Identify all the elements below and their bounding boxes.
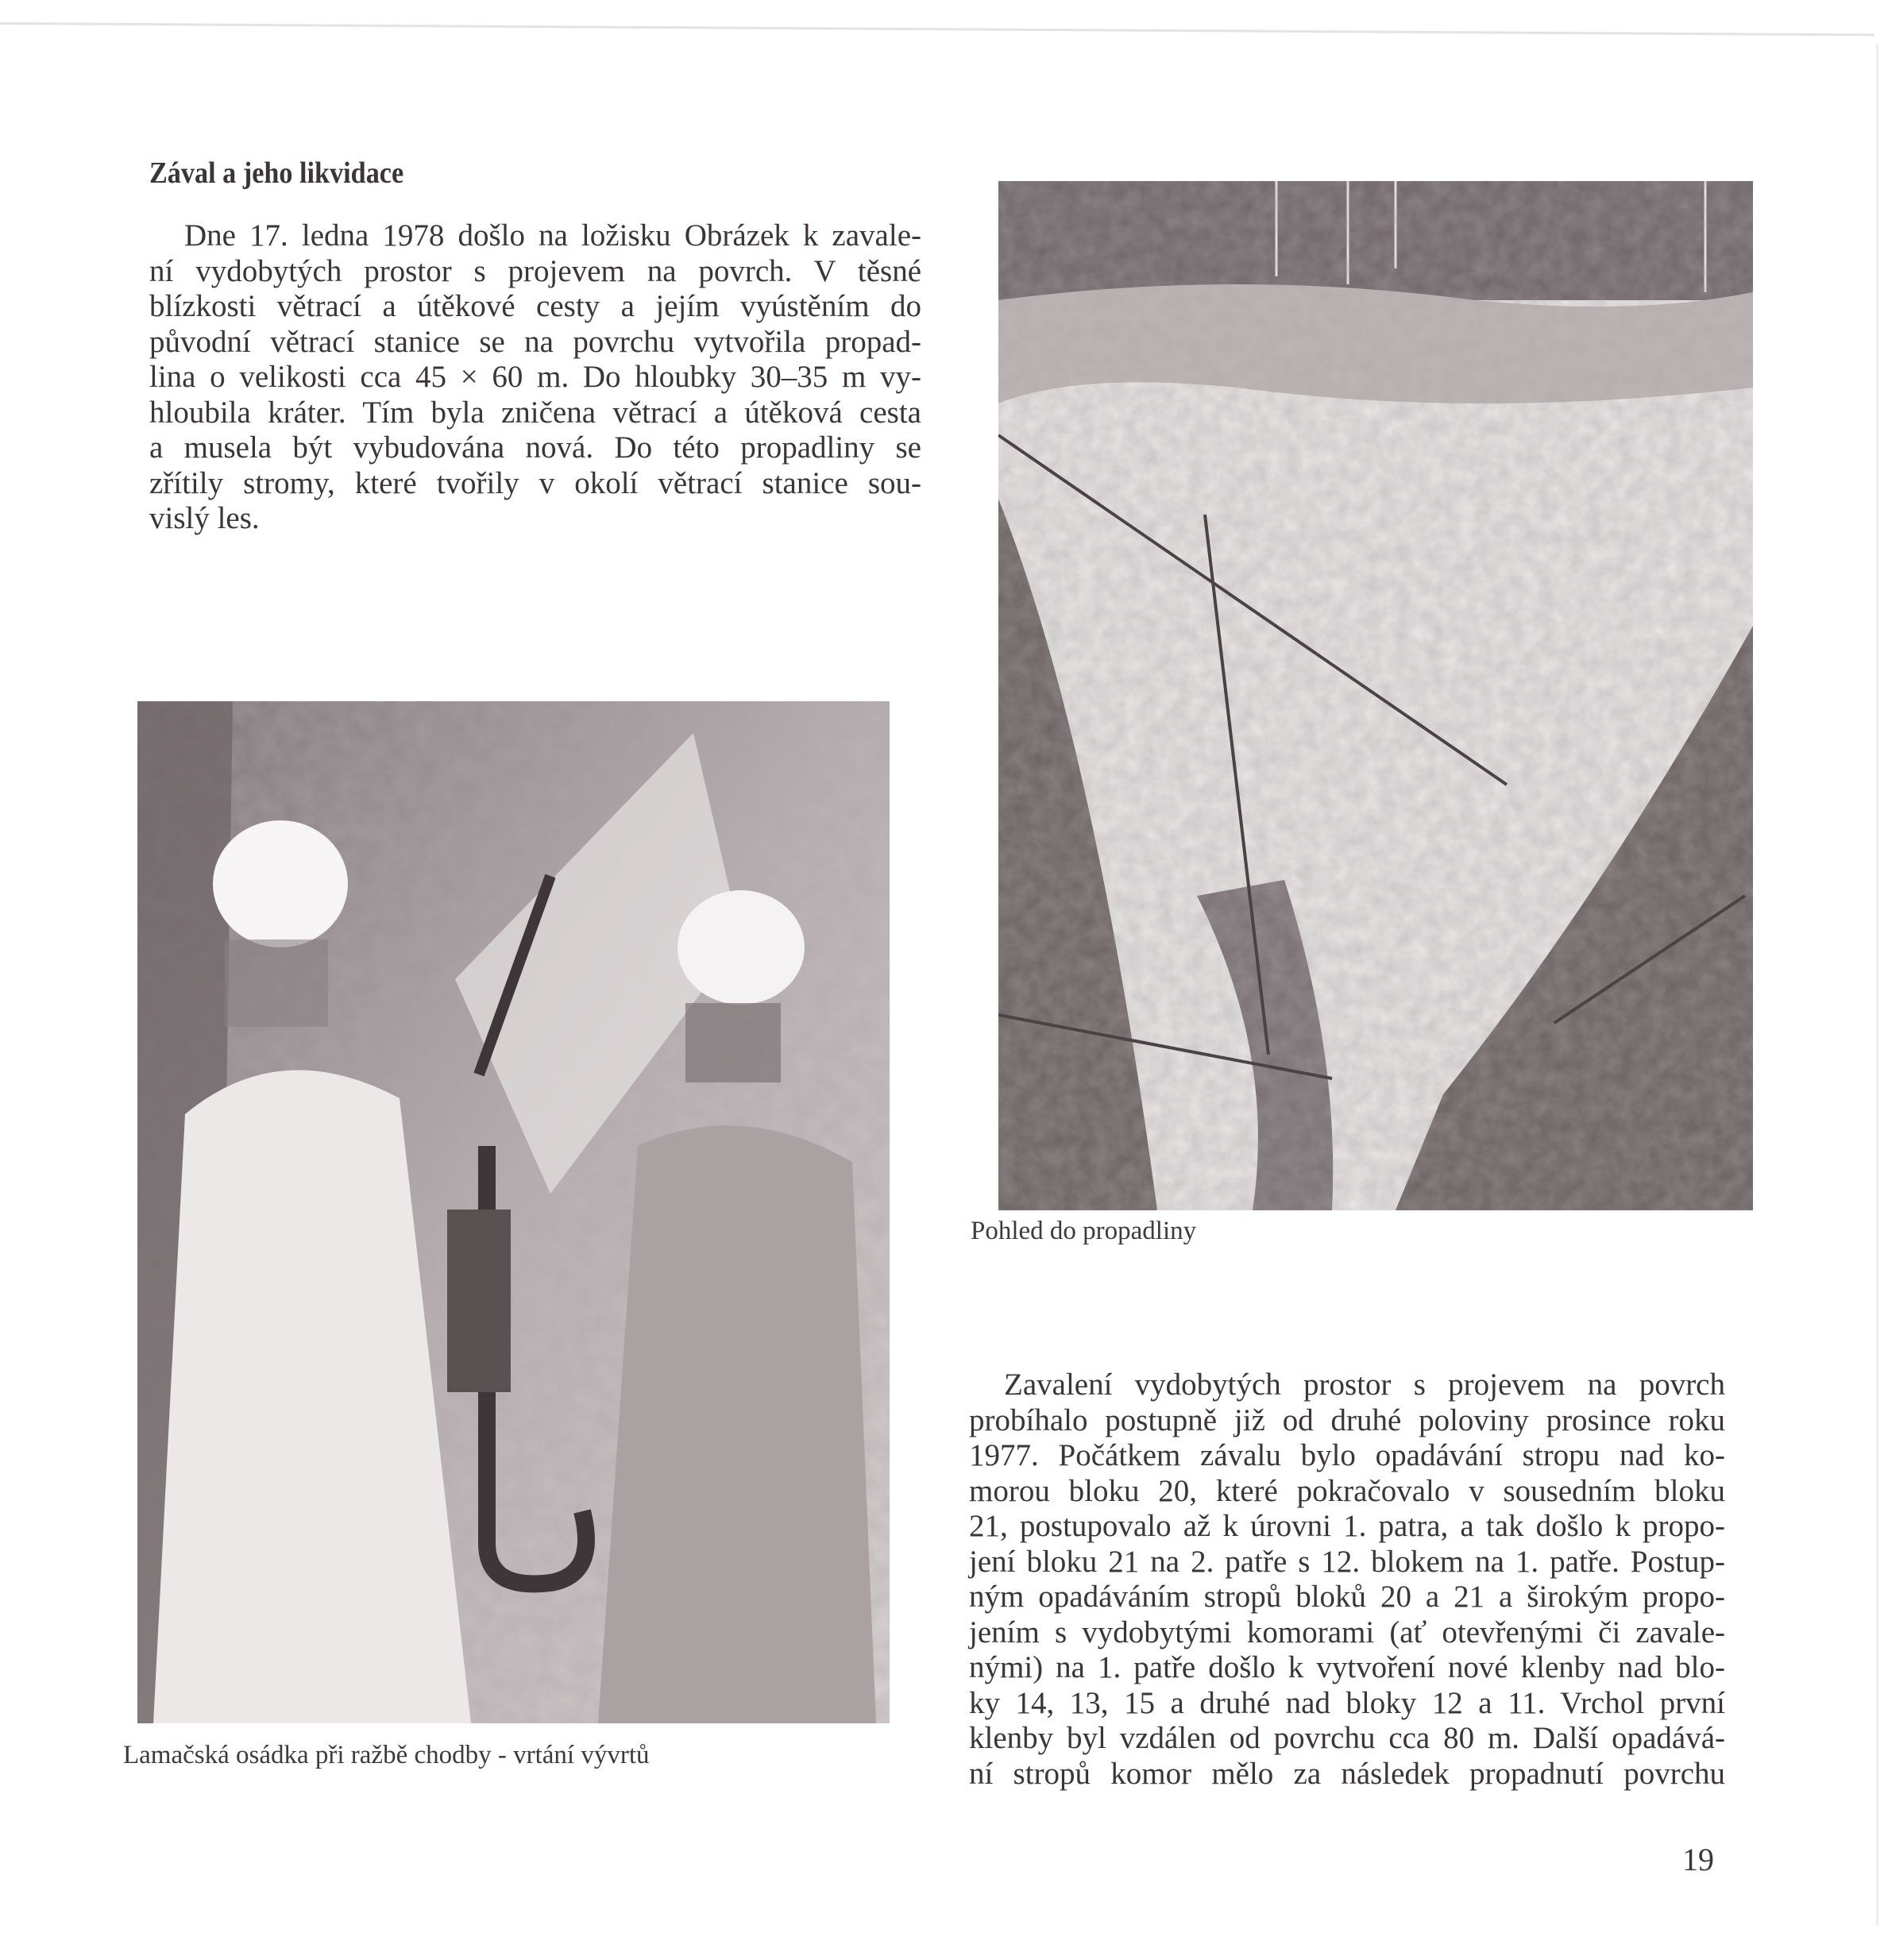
text-line: ní stropů komor mělo za následek propadnutí povrchu [969,1756,1725,1791]
page-number: 19 [1682,1842,1714,1877]
text-line: 1977. Počátkem závalu bylo opadávání stropu nad ko- [969,1438,1725,1472]
page-edge-top [0,22,1874,36]
text-line: jením s vydobytými komorami (ať otevřenými či zavale- [969,1615,1725,1649]
text-line: ní vydobytých prostor s projevem na povrch. V těsné [149,253,921,288]
text-line: klenby byl vzdálen od povrchu cca 80 m. Další opadává- [969,1721,1725,1755]
photo-miners-drilling [137,701,890,1723]
text-line: lina o velikosti cca 45 × 60 m. Do hloubky 30–35 m vy- [149,360,921,394]
text-line: hloubila kráter. Tím byla zničena větrací a útěková cesta [149,395,921,430]
text-line: ky 14, 13, 15 a druhé nad bloky 12 a 11. Vrchol první [969,1685,1725,1720]
text-line: vislý les. [149,501,260,535]
text-line: a musela být vybudována nová. Do této propadliny se [149,430,921,465]
text-line: blízkosti větrací a útěkové cesty a jejím vyústěním do [149,289,921,323]
text-line: zřítily stromy, které tvořily v okolí větrací stanice sou- [149,465,921,500]
text-line: probíhalo postupně již od druhé poloviny prosince roku [969,1402,1725,1437]
text-line: ným opadáváním stropů bloků 20 a 21 a širokým propo- [969,1580,1725,1614]
text-line: Dne 17. ledna 1978 došlo na ložisku Obrázek k zavale- [184,218,921,253]
left-paragraph [149,218,921,537]
text-line: nými) na 1. patře došlo k vytvoření nové klenby nad blo- [969,1650,1725,1684]
text-line: jení bloku 21 na 2. patře s 12. blokem na 1. patře. Postup- [969,1544,1725,1579]
photo-sinkhole [998,181,1753,1210]
photo-caption-left: Lamačská osádka při ražbě chodby - vrtání vývrtů [123,1741,650,1769]
page-edge-right [1876,44,1878,1926]
photo-caption-right: Pohled do propadliny [971,1217,1197,1245]
text-line: Zavalení vydobytých prostor s projevem na povrch [1004,1368,1725,1402]
text-line: morou bloku 20, které pokračovalo v sousedním bloku [969,1473,1725,1508]
text-line: 21, postupovalo až k úrovni 1. patra, a tak došlo k propo- [969,1509,1725,1543]
right-paragraph [969,1368,1725,1792]
section-title: Zával a jeho likvidace [149,156,404,190]
text-line: původní větrací stanice se na povrchu vytvořila propad- [149,324,921,359]
